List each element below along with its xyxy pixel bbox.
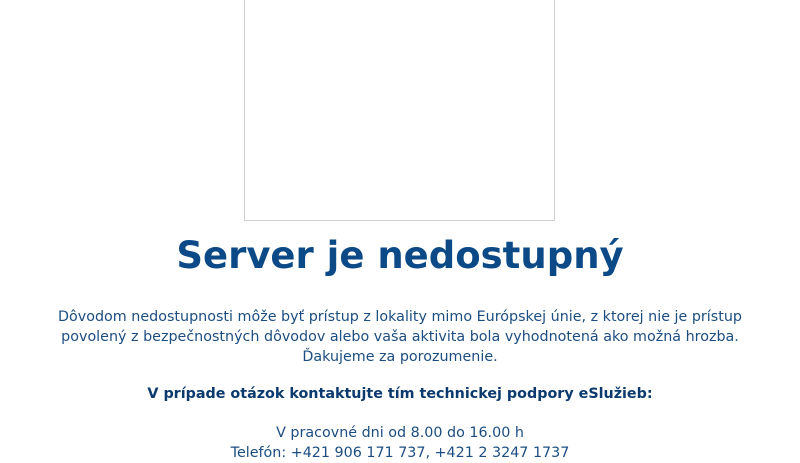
support-phone: Telefón: +421 906 171 737, +421 2 3247 1737 xyxy=(230,445,570,461)
support-hours: V pracovné dni od 8.00 do 16.00 h xyxy=(276,425,524,441)
unavailability-description: Dôvodom nedostupnosti môže byť prístup z lokality mimo Európskej únie, z ktorej nie je prístup povolený z bezpečnostných dôvodov alebo vaša aktivita bola vyhodnotená ako možná hrozba. Ďakujeme za porozumenie. xyxy=(58,309,742,365)
support-contact-heading: V prípade otázok kontaktujte tím technickej podpory eSlužieb: xyxy=(147,386,653,402)
illustration-image xyxy=(244,0,555,221)
page-title: Server je nedostupný xyxy=(176,234,624,277)
